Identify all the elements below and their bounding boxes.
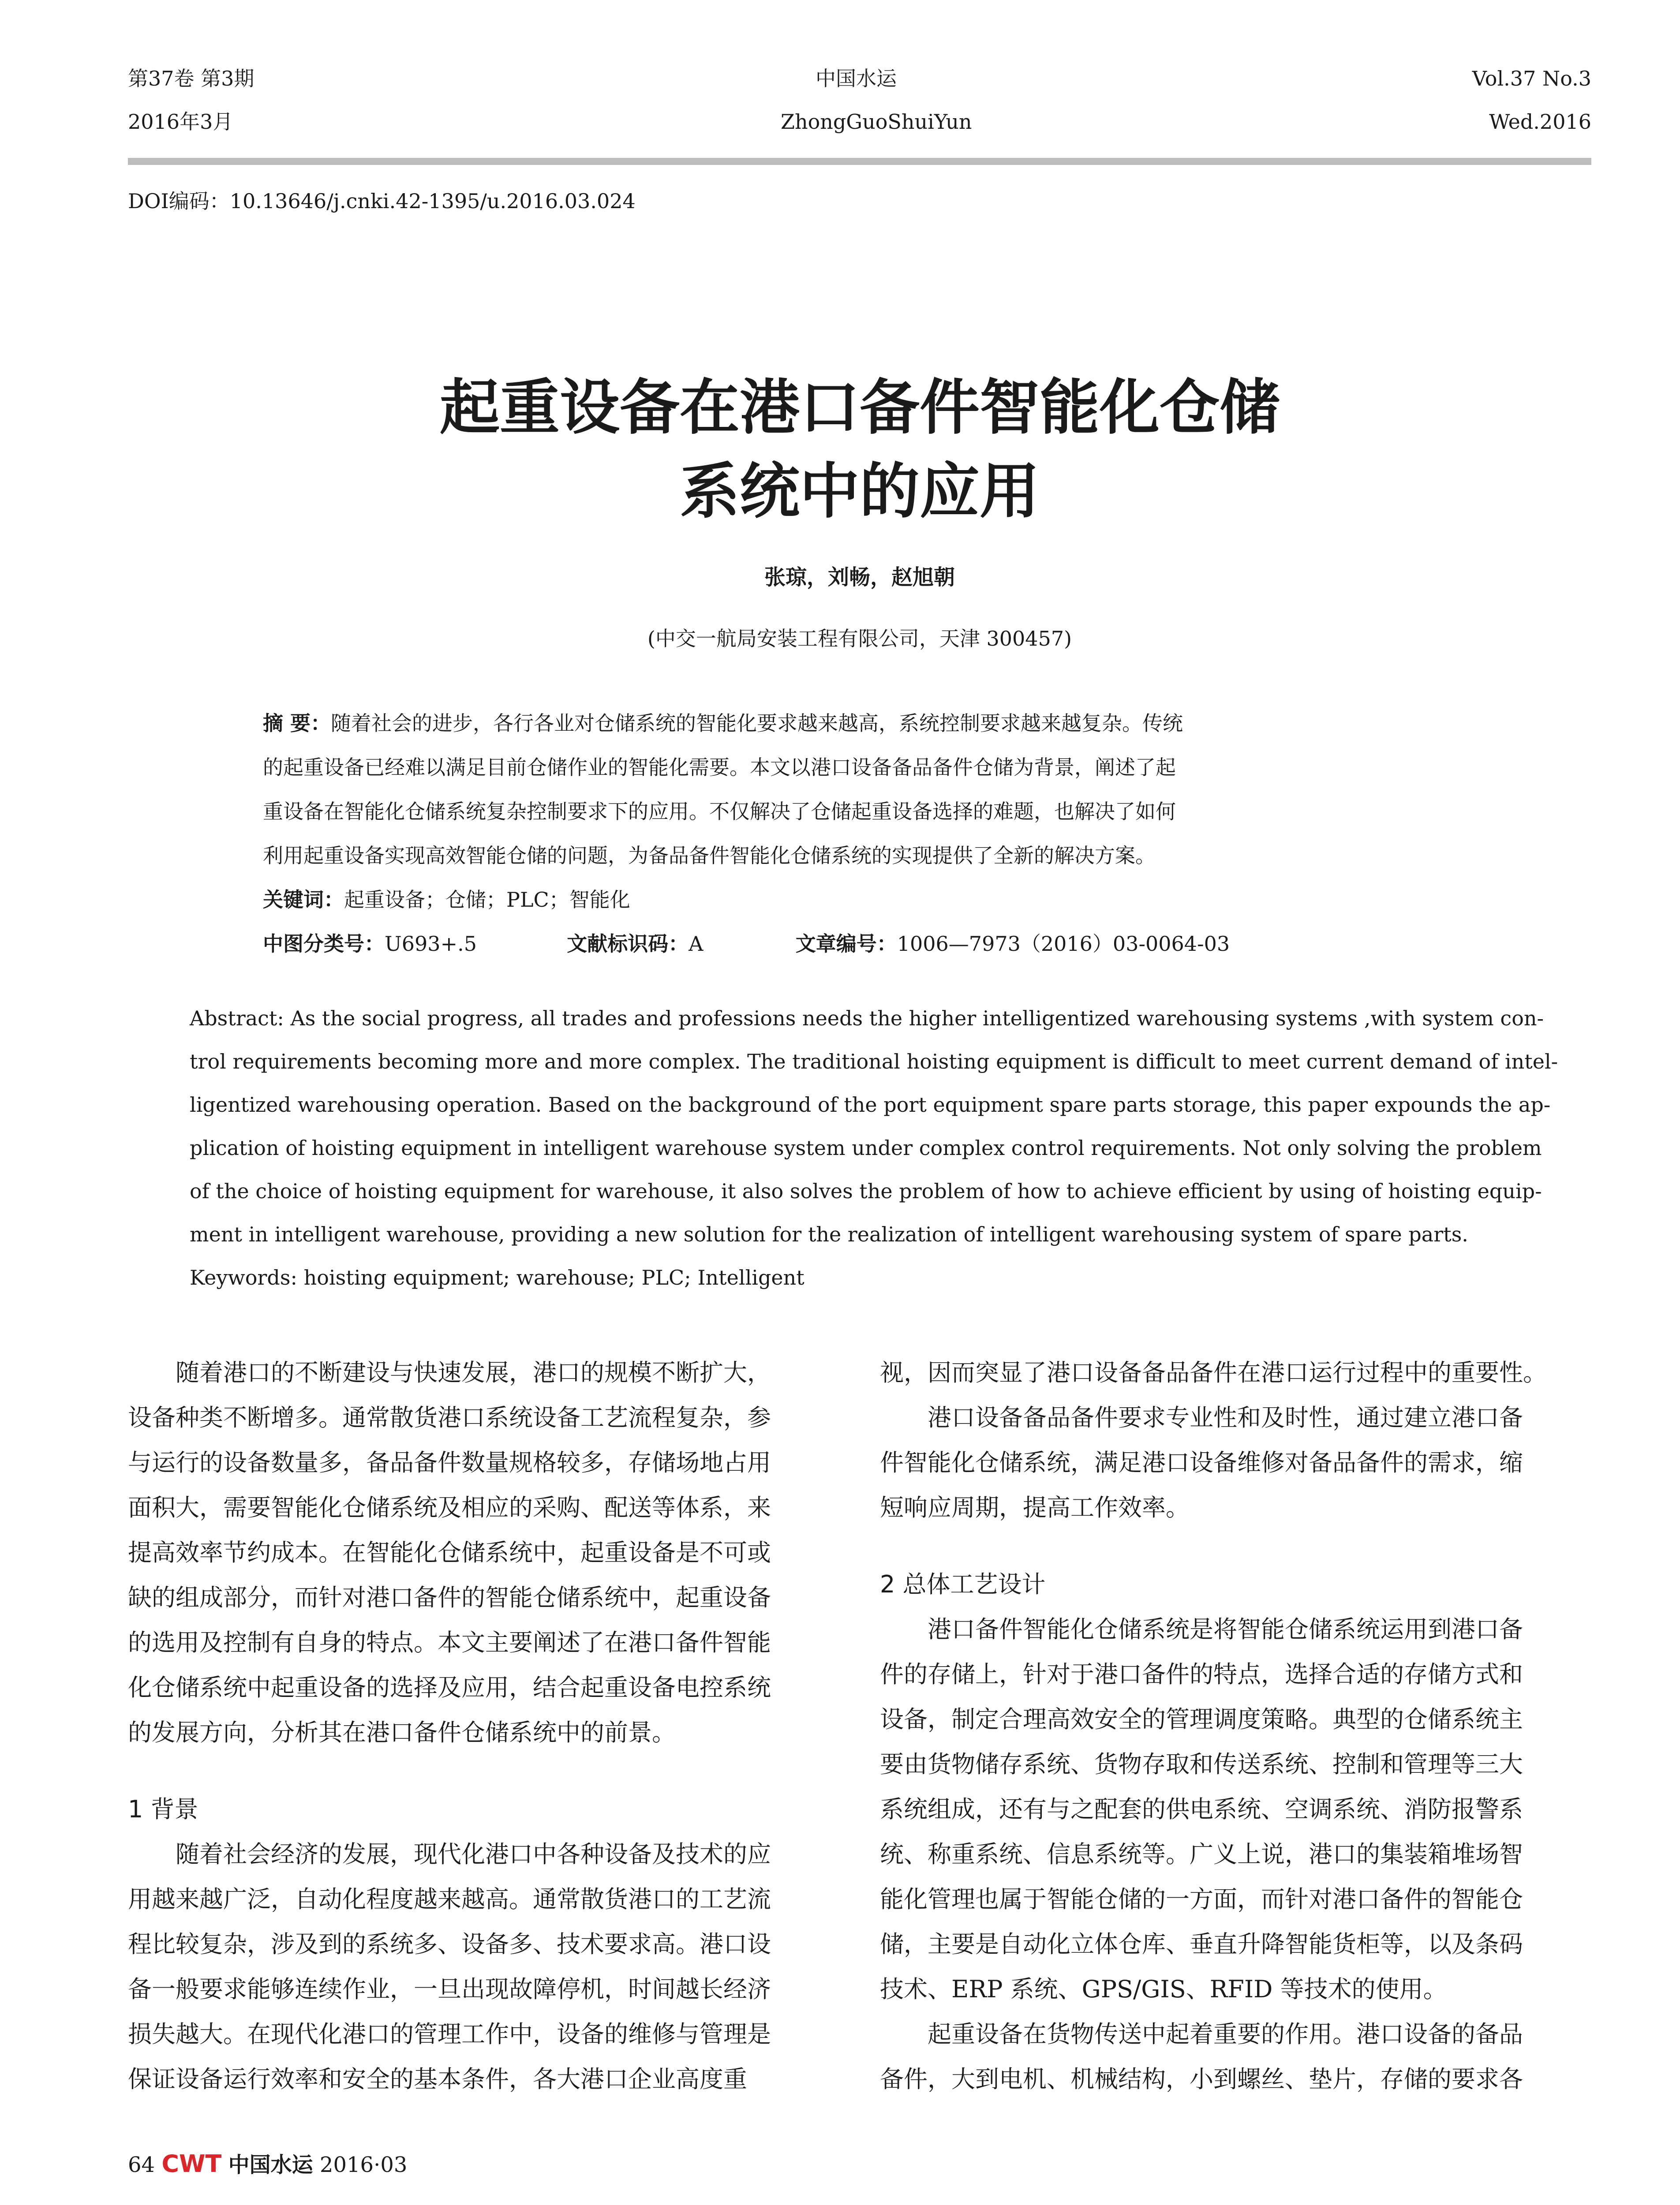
abstract-label: 摘 要： xyxy=(263,711,331,735)
doc-code-label: 文献标识码： xyxy=(567,932,689,956)
body-line: 储，主要是自动化立体仓库、垂直升降智能货柜等，以及条码 xyxy=(880,1930,1523,1958)
clc-label: 中图分类号： xyxy=(263,932,385,956)
clc-value: U693+.5 xyxy=(385,932,477,956)
cwt-logo: CWT xyxy=(161,2150,222,2178)
footer-journal: 中国水运 xyxy=(228,2153,313,2177)
body-line: 程比较复杂，涉及到的系统多、设备多、技术要求高。港口设 xyxy=(128,1930,771,1958)
page-number: 64 xyxy=(128,2153,155,2177)
body-line: 随着社会经济的发展，现代化港口中各种设备及技术的应 xyxy=(176,1840,771,1868)
body-line: 保证设备运行效率和安全的基本条件，各大港口企业高度重 xyxy=(128,2065,747,2093)
body-line: 设备，制定合理高效安全的管理调度策略。典型的仓储系统主 xyxy=(880,1705,1523,1733)
header-date-en: Wed.2016 xyxy=(1489,110,1591,134)
right-column xyxy=(880,1350,1577,2102)
keywords-label: 关键词： xyxy=(263,888,344,912)
abstract-line: 的起重设备已经难以满足目前仓储作业的智能化需要。本文以港口设备备品备件仓储为背景，阐述了起 xyxy=(263,755,1176,779)
body-line: 技术、ERP 系统、GPS/GIS、RFID 等技术的使用。 xyxy=(880,1975,1447,2003)
body-line: 统、称重系统、信息系统等。广义上说，港口的集装箱堆场智 xyxy=(880,1840,1523,1868)
body-line: 港口备件智能化仓储系统是将智能仓储系统运用到港口备 xyxy=(928,1615,1523,1643)
body-line: 用越来越广泛，自动化程度越来越高。通常散货港口的工艺流 xyxy=(128,1885,771,1913)
title-line-2: 系统中的应用 xyxy=(680,457,1040,527)
keywords: 起重设备；仓储；PLC；智能化 xyxy=(344,888,630,912)
body-line: 件的存储上，针对于港口备件的特点，选择合适的存储方式和 xyxy=(880,1660,1523,1688)
body-line: 面积大，需要智能化仓储系统及相应的采购、配送等体系，来 xyxy=(128,1494,771,1521)
en-abstract-line: ment in intelligent warehouse, providing a new solution for the realization of intelligent warehousing system of spare parts. xyxy=(190,1222,1468,1246)
body-line: 缺的组成部分，而针对港口备件的智能仓储系统中，起重设备 xyxy=(128,1584,771,1611)
en-abstract-line: Abstract: As the social progress, all trades and professions needs the higher intelligentized warehousing systems ,with system con- xyxy=(190,1006,1544,1030)
body-line: 件智能化仓储系统，满足港口设备维修对备品备件的需求，缩 xyxy=(880,1449,1523,1476)
body-line: 要由货物储存系统、货物存取和传送系统、控制和管理等三大 xyxy=(880,1750,1523,1778)
body-line: 设备种类不断增多。通常散货港口系统设备工艺流程复杂，参 xyxy=(128,1404,771,1431)
en-abstract-line: plication of hoisting equipment in intelligent warehouse system under complex control requirements. Not only solving the problem xyxy=(190,1136,1542,1160)
body-line: 起重设备在货物传送中起着重要的作用。港口设备的备品 xyxy=(928,2020,1523,2048)
title-line-1: 起重设备在港口备件智能化仓储 xyxy=(440,373,1280,443)
body-line: 的发展方向，分析其在港口备件仓储系统中的前景。 xyxy=(128,1719,676,1746)
en-abstract-line: ligentized warehousing operation. Based on the background of the port equipment spare parts storage, this paper expounds the ap- xyxy=(190,1093,1551,1117)
en-abstract-line: of the choice of hoisting equipment for warehouse, it also solves the problem of how to achieve efficient by using of hoisting equip- xyxy=(190,1179,1542,1203)
body-line: 系统组成，还有与之配套的供电系统、空调系统、消防报警系 xyxy=(880,1795,1523,1823)
article-no-label: 文章编号： xyxy=(795,932,897,956)
header-journal-en: ZhongGuoShuiYun xyxy=(781,110,972,134)
abstract-line: 随着社会的进步，各行各业对仓储系统的智能化要求越来越高，系统控制要求越来越复杂。传统 xyxy=(331,711,1183,735)
body-line: 港口设备备品备件要求专业性和及时性，通过建立港口备 xyxy=(928,1404,1523,1431)
body-line: 与运行的设备数量多，备品备件数量规格较多，存储场地占用 xyxy=(128,1449,771,1476)
body-line: 随着港口的不断建设与快速发展，港口的规模不断扩大， xyxy=(176,1359,771,1387)
en-abstract-line: trol requirements becoming more and more complex. The traditional hoisting equipment is difficult to meet current demand of intel- xyxy=(190,1050,1558,1073)
body-line: 损失越大。在现代化港口的管理工作中，设备的维修与管理是 xyxy=(128,2020,771,2048)
footer xyxy=(128,2148,407,2178)
header-volume: 第37卷 第3期 xyxy=(128,67,254,90)
section-heading-2: 2 总体工艺设计 xyxy=(880,1570,1046,1598)
body-line: 能化管理也属于智能仓储的一方面，而针对港口备件的智能仓 xyxy=(880,1885,1523,1913)
body-line: 提高效率节约成本。在智能化仓储系统中，起重设备是不可或 xyxy=(128,1539,771,1566)
footer-issue: 2016·03 xyxy=(319,2153,408,2177)
section-heading-1: 1 背景 xyxy=(128,1795,198,1823)
abstract-line: 利用起重设备实现高效智能仓储的问题，为备品备件智能化仓储系统的实现提供了全新的解决方案。 xyxy=(263,844,1156,867)
left-column xyxy=(128,1350,825,2102)
cn-abstract xyxy=(263,701,1414,966)
header-vol-en: Vol.37 No.3 xyxy=(1472,67,1591,90)
en-abstract xyxy=(190,997,1558,1299)
affiliation: (中交一航局安装工程有限公司，天津 300457) xyxy=(647,627,1072,650)
article-no-value: 1006—7973（2016）03-0064-03 xyxy=(897,932,1230,956)
header-date: 2016年3月 xyxy=(128,110,233,134)
doc-code-value: A xyxy=(688,932,703,956)
body-line: 化仓储系统中起重设备的选择及应用，结合起重设备电控系统 xyxy=(128,1674,771,1701)
en-keywords: Keywords: hoisting equipment; warehouse; PLC; Intelligent xyxy=(190,1266,804,1289)
body-line: 的选用及控制有自身的特点。本文主要阐述了在港口备件智能 xyxy=(128,1629,771,1656)
abstract-line: 重设备在智能化仓储系统复杂控制要求下的应用。不仅解决了仓储起重设备选择的难题，也解决了如何 xyxy=(263,800,1176,823)
body-line: 短响应周期，提高工作效率。 xyxy=(880,1494,1190,1521)
body-line: 视，因而突显了港口设备备品备件在港口运行过程中的重要性。 xyxy=(880,1359,1547,1387)
header-rule xyxy=(128,158,1591,165)
body-line: 备件，大到电机、机械结构，小到螺丝、垫片，存储的要求各 xyxy=(880,2065,1523,2093)
authors: 张琼，刘畅，赵旭朝 xyxy=(764,565,955,590)
body-line: 备一般要求能够连续作业，一旦出现故障停机，时间越长经济 xyxy=(128,1975,771,2003)
header-journal-cn: 中国水运 xyxy=(816,67,897,90)
doi: DOI编码：10.13646/j.cnki.42-1395/u.2016.03.024 xyxy=(128,189,636,213)
